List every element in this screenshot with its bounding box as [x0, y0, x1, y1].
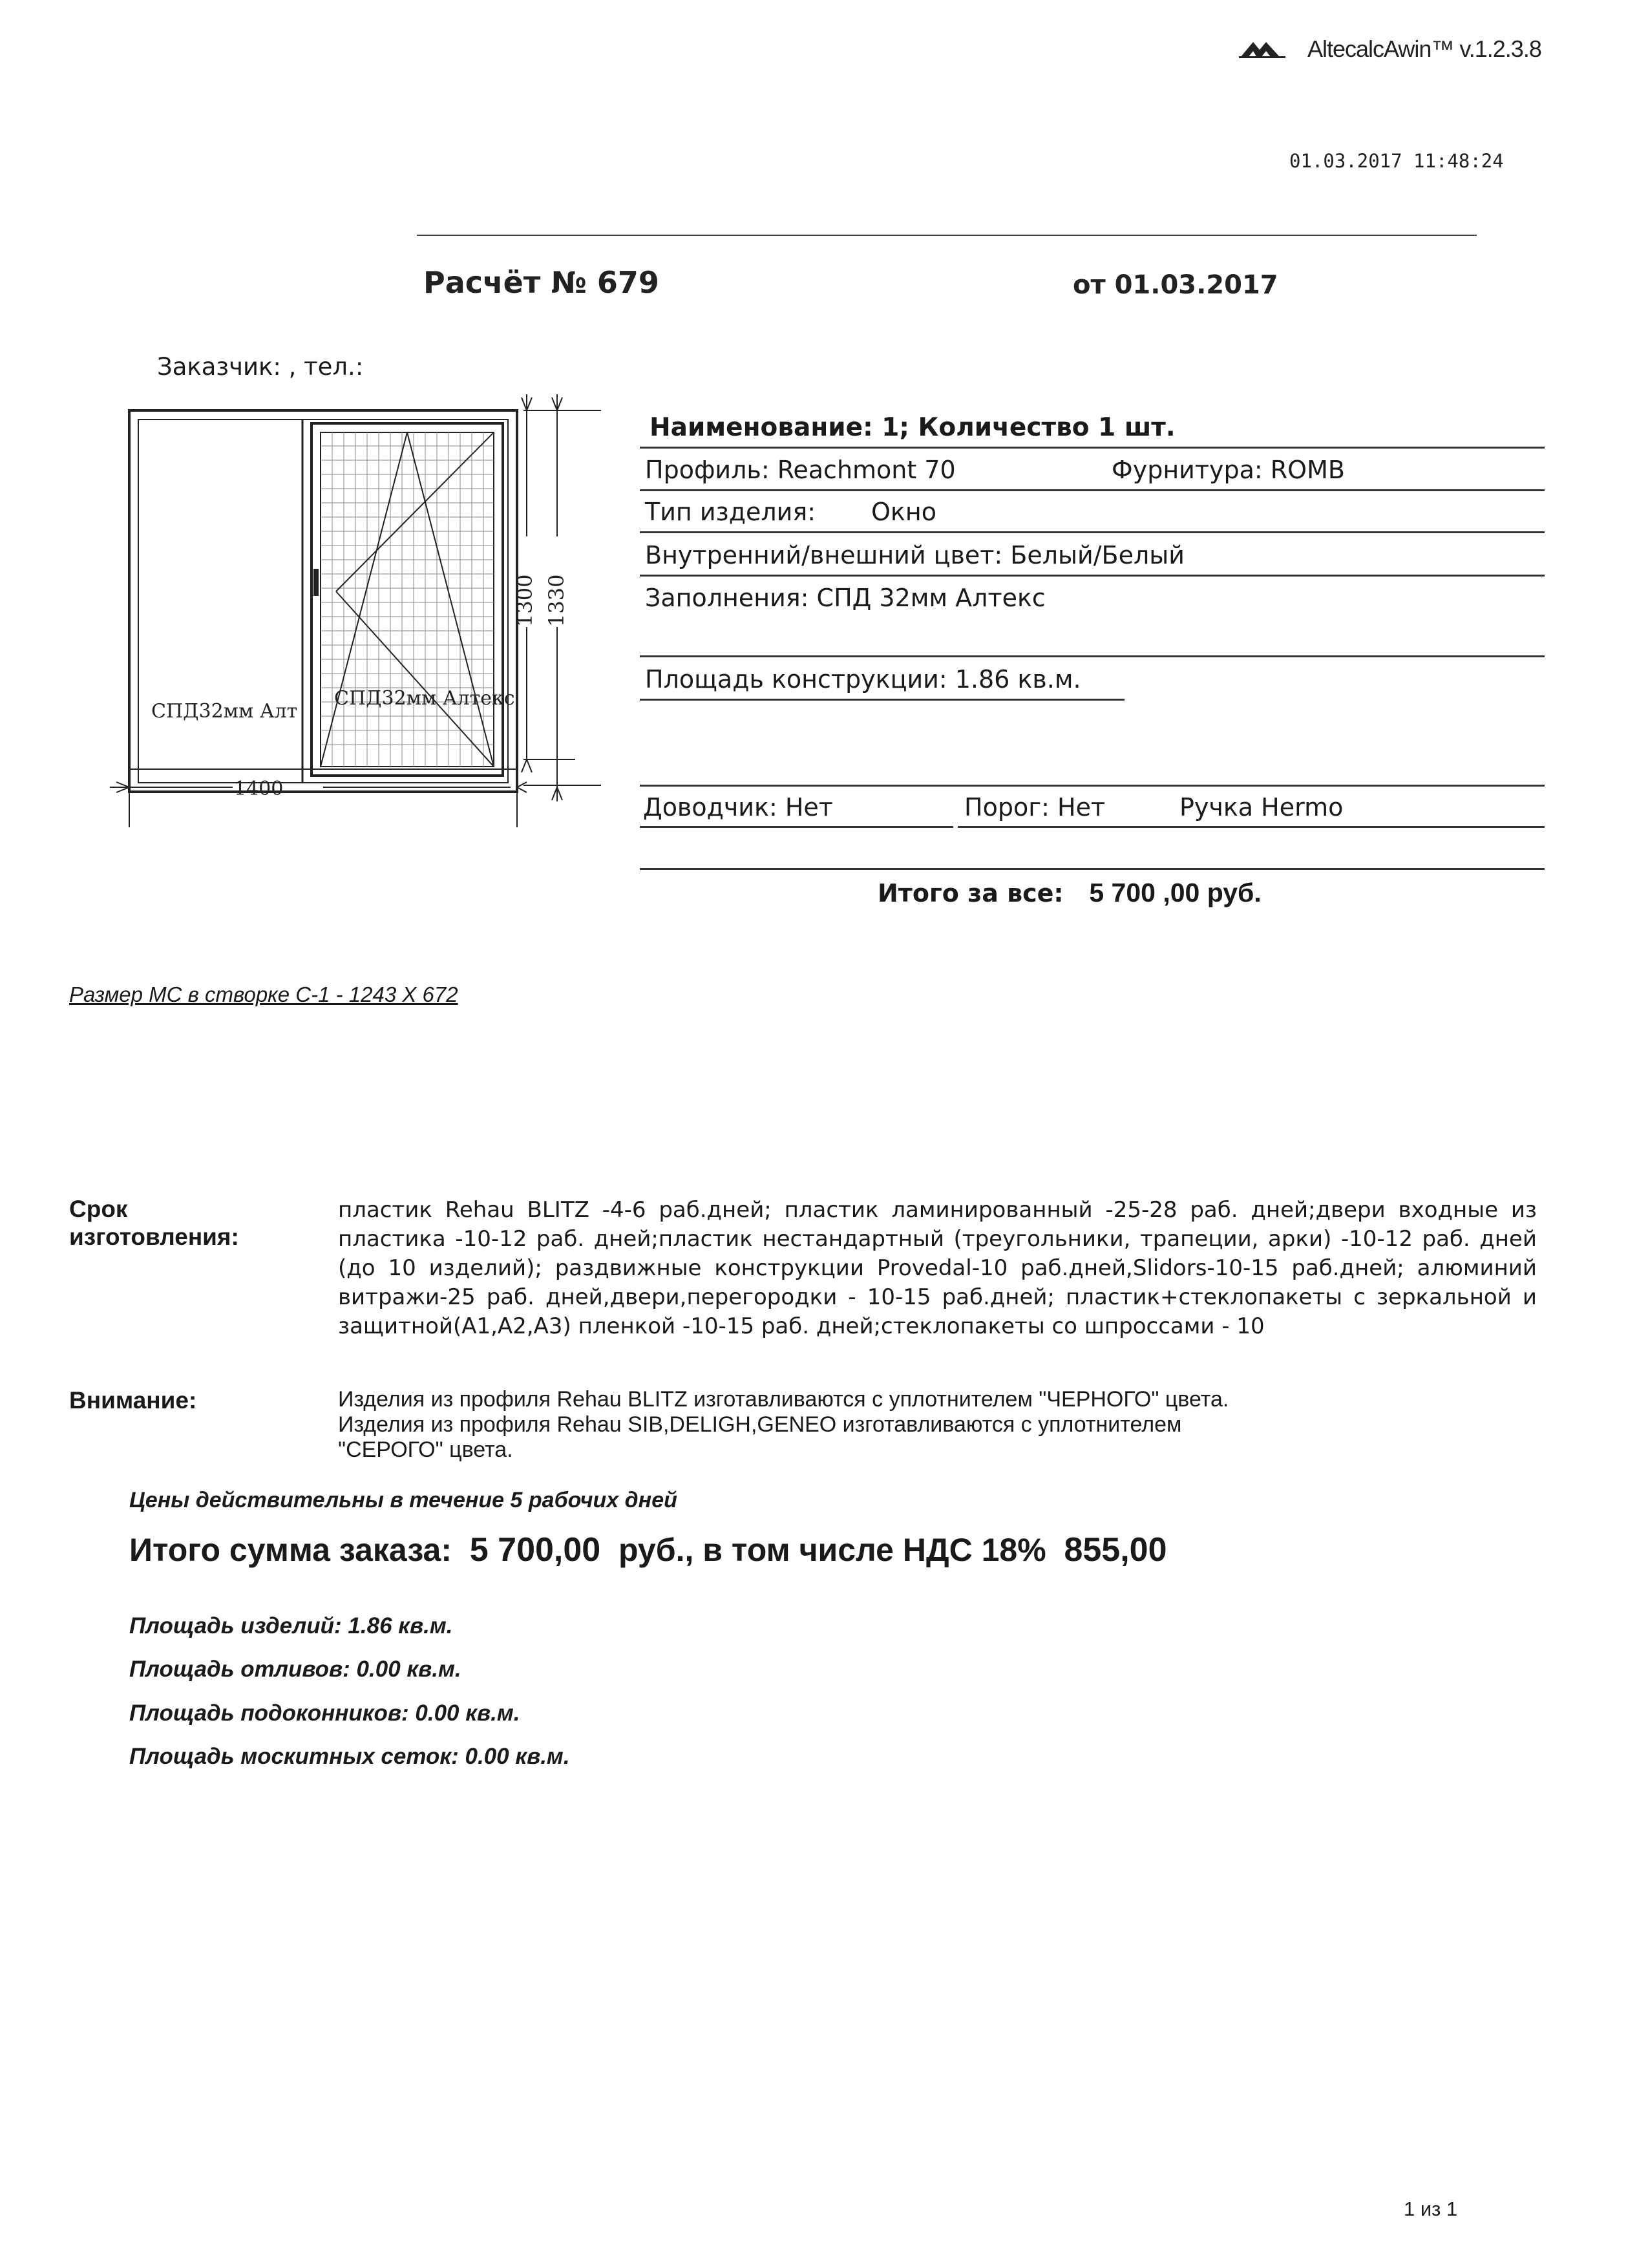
price-validity: Цены действительны в течение 5 рабочих дней	[129, 1488, 677, 1512]
customer-line: Заказчик: , тел.:	[157, 353, 364, 381]
spec-rule-8a	[640, 826, 953, 828]
terms-label-line1: Срок	[69, 1196, 128, 1222]
attention-line-2: Изделия из профиля Rehau SIB,DELIGH,GENEO изготавливаются с уплотнителем	[338, 1412, 1182, 1437]
area-nets: Площадь москитных сеток: 0.00 кв.м.	[129, 1744, 570, 1769]
spec-type-value: Окно	[871, 498, 936, 526]
spec-rule-2	[640, 489, 1545, 491]
attention-line-1: Изделия из профиля Rehau BLITZ изготавливаются с уплотнителем "ЧЕРНОГО" цвета.	[338, 1387, 1229, 1412]
spec-threshold: Порог: Нет	[964, 793, 1106, 821]
spec-rule-3	[640, 531, 1545, 533]
page-number: 1 из 1	[1404, 2198, 1458, 2220]
spec-color: Внутренний/внешний цвет: Белый/Белый	[645, 541, 1185, 569]
handle-icon	[313, 569, 319, 596]
width-dimension-label: 1400	[234, 778, 284, 800]
spec-profile: Профиль: Reachmont 70	[645, 456, 956, 484]
right-fill-label: СПД32мм Алтекс	[334, 687, 515, 710]
area-sills: Площадь подоконников: 0.00 кв.м.	[129, 1701, 520, 1726]
terms-text: пластик Rehau BLITZ -4-6 раб.дней; пластик ламинированный -25-28 раб. дней;двери входные из пластика -10-12 раб. дней;пластик нестандартный (треугольники, трапеции, арки) -10-12 раб. дней (до 10 изделий); раздвижные конструкции Provedal-10 раб.дней,Slidors-10-15 раб.дней; алюминий витражи-25 раб. дней,двери,перегородки - 10-15 раб.дней; пластик+стеклопакеты с зеркальной и защитной(А1,А2,А3) пленкой -10-15 раб. дней;стеклопакеты со шпроссами - 10	[338, 1197, 1537, 1339]
spec-closer: Доводчик: Нет	[643, 793, 833, 821]
attention-label: Внимание:	[69, 1387, 197, 1414]
spec-rule-4	[640, 575, 1545, 577]
document-date: от 01.03.2017	[1073, 270, 1278, 300]
sash-frame	[312, 423, 503, 776]
spec-rule-7	[640, 785, 1545, 787]
window-drawing	[97, 381, 601, 834]
spec-rule-9	[640, 868, 1545, 870]
spec-rule-5	[640, 655, 1545, 657]
software-version: AltecalcAwin™ v.1.2.3.8	[1307, 36, 1541, 62]
area-products: Площадь изделий: 1.86 кв.м.	[129, 1613, 453, 1638]
spec-total-value: 5 700 ,00 руб.	[1089, 878, 1262, 907]
spec-rule-6	[640, 699, 1125, 701]
spec-handle: Ручка Hermo	[1179, 793, 1344, 821]
spec-filling: Заполнения: СПД 32мм Алтекс	[645, 584, 1046, 612]
grand-total-value: 5 700,00	[469, 1531, 601, 1569]
grand-total	[129, 1531, 1167, 1569]
attention-text	[338, 1387, 1537, 1463]
sash-grid	[321, 432, 494, 767]
spec-rule-1	[640, 447, 1545, 449]
spec-name-quantity: Наименование: 1; Количество 1 шт.	[650, 413, 1176, 442]
attention-line-3: "СЕРОГО" цвета.	[338, 1437, 513, 1462]
spec-area: Площадь конструкции: 1.86 кв.м.	[645, 665, 1081, 694]
height-inner-dimension-label: 1300	[512, 574, 537, 627]
spec-total	[878, 878, 1262, 908]
header-divider	[417, 235, 1477, 236]
altec-logo-icon	[1238, 39, 1289, 59]
grand-total-vat-text: руб., в том числе НДС 18%	[618, 1532, 1046, 1568]
document-title: Расчёт № 679	[423, 265, 659, 300]
print-datetime: 01.03.2017 11:48:24	[1289, 150, 1504, 172]
terms-label-line2: изготовления:	[69, 1224, 239, 1250]
spec-hardware: Фурнитура: ROMB	[1112, 456, 1345, 484]
software-brand	[1238, 36, 1541, 63]
area-drains: Площадь отливов: 0.00 кв.м.	[129, 1657, 461, 1682]
mosquito-net-size: Размер МС в створке С-1 - 1243 Х 672	[69, 982, 458, 1006]
grand-total-label: Итого сумма заказа:	[129, 1532, 452, 1568]
spec-total-label: Итого за все:	[878, 879, 1064, 907]
height-outer-dimension-label: 1330	[544, 574, 569, 627]
vat-value: 855,00	[1064, 1531, 1167, 1569]
spec-rule-8b	[958, 826, 1545, 828]
left-fill-label: СПД32мм Алт	[151, 700, 298, 723]
spec-type-label: Тип изделия:	[645, 498, 816, 526]
